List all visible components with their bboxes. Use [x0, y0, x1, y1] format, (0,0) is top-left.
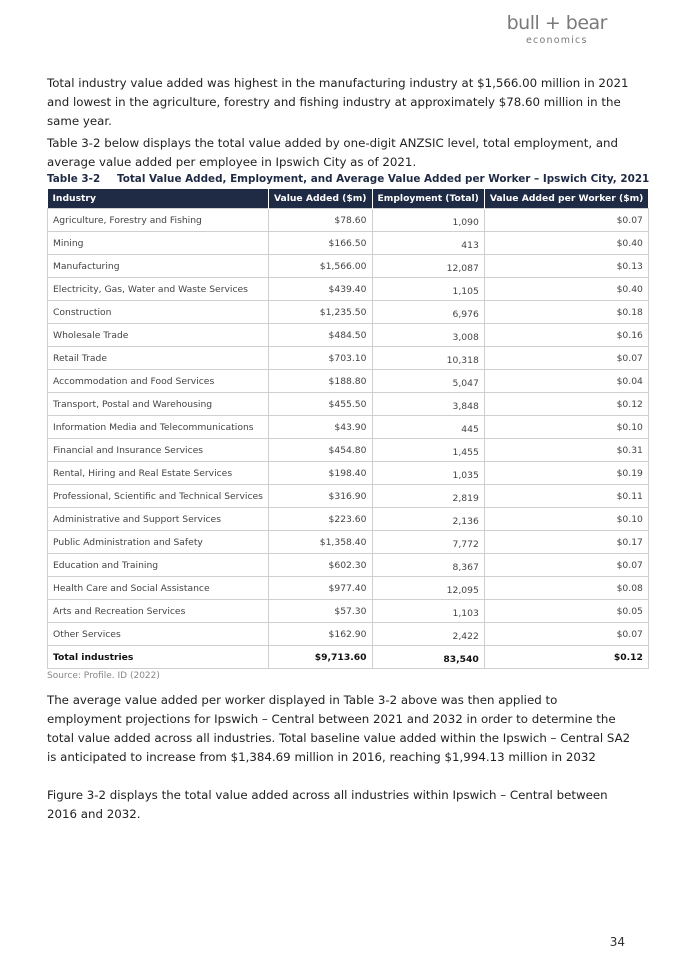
employment-cell: 413 — [372, 232, 484, 255]
industry-cell: Health Care and Social Assistance — [48, 577, 269, 600]
value-added-cell: $198.40 — [268, 462, 372, 485]
value-added-cell: $166.50 — [268, 232, 372, 255]
value-per-worker-cell: $0.07 — [484, 623, 648, 646]
employment-cell: 2,819 — [372, 485, 484, 508]
industry-cell: Retail Trade — [48, 347, 269, 370]
table-row — [48, 623, 649, 646]
value-per-worker-cell: $0.17 — [484, 531, 648, 554]
table-caption — [47, 172, 650, 187]
employment-cell: 10,318 — [372, 347, 484, 370]
table-header-row — [48, 189, 649, 209]
table-row — [48, 393, 649, 416]
table-row — [48, 462, 649, 485]
value-per-worker-cell: $0.18 — [484, 301, 648, 324]
table-total-row — [48, 646, 649, 669]
industry-cell: Rental, Hiring and Real Estate Services — [48, 462, 269, 485]
page-number: 34 — [609, 935, 625, 949]
employment-cell: 3,848 — [372, 393, 484, 416]
table-row — [48, 485, 649, 508]
value-added-cell: $316.90 — [268, 485, 372, 508]
value-per-worker-cell: $0.10 — [484, 508, 648, 531]
value-added-cell: $455.50 — [268, 393, 372, 416]
value-per-worker-cell: $0.13 — [484, 255, 648, 278]
table-title: Total Value Added, Employment, and Average Value Added per Worker – Ipswich City, 2021 — [117, 173, 650, 185]
industry-cell: Electricity, Gas, Water and Waste Services — [48, 278, 269, 301]
header-value-added: Value Added ($m) — [268, 189, 372, 209]
value-per-worker-cell: $0.07 — [484, 347, 648, 370]
industry-cell: Construction — [48, 301, 269, 324]
total-value-per-worker: $0.12 — [484, 646, 648, 669]
value-added-cell: $78.60 — [268, 209, 372, 232]
value-added-table — [47, 189, 649, 669]
industry-cell: Information Media and Telecommunications — [48, 416, 269, 439]
table-row — [48, 600, 649, 623]
employment-cell: 1,455 — [372, 439, 484, 462]
table-row — [48, 508, 649, 531]
value-added-cell: $223.60 — [268, 508, 372, 531]
logo-wordmark: bull + bear — [506, 12, 607, 34]
industry-cell: Education and Training — [48, 554, 269, 577]
value-per-worker-cell: $0.11 — [484, 485, 648, 508]
employment-cell: 7,772 — [372, 531, 484, 554]
employment-cell: 5,047 — [372, 370, 484, 393]
value-per-worker-cell: $0.08 — [484, 577, 648, 600]
value-added-cell: $1,358.40 — [268, 531, 372, 554]
header-value-per-worker: Value Added per Worker ($m) — [484, 189, 648, 209]
table-body — [48, 209, 649, 669]
value-per-worker-cell: $0.19 — [484, 462, 648, 485]
value-added-cell: $977.40 — [268, 577, 372, 600]
industry-cell: Financial and Insurance Services — [48, 439, 269, 462]
value-per-worker-cell: $0.07 — [484, 209, 648, 232]
page-content — [47, 74, 650, 824]
value-added-cell: $188.80 — [268, 370, 372, 393]
table-row — [48, 577, 649, 600]
employment-cell: 2,136 — [372, 508, 484, 531]
value-added-cell: $1,566.00 — [268, 255, 372, 278]
industry-cell: Arts and Recreation Services — [48, 600, 269, 623]
paragraph-value-added-summary: Total industry value added was highest in the manufacturing industry at $1,566.00 million in 2021 and lowest in the agriculture, forestry and fishing industry at approximately $78.60 million in the same year. — [47, 76, 629, 128]
industry-cell: Transport, Postal and Warehousing — [48, 393, 269, 416]
table-row — [48, 370, 649, 393]
employment-cell: 6,976 — [372, 301, 484, 324]
table-row — [48, 324, 649, 347]
table-row — [48, 439, 649, 462]
table-row — [48, 209, 649, 232]
paragraph-projection: The average value added per worker displayed in Table 3-2 above was then applied to employment projections for Ipswich – Central between 2021 and 2032 in order to determine the total value added across all industries. Total baseline value added within the Ipswich – Central SA2 is anticipated to increase from $1,384.69 million in 2016, reaching $1,994.13 million in 2032 — [47, 693, 631, 764]
value-per-worker-cell: $0.05 — [484, 600, 648, 623]
table-row — [48, 255, 649, 278]
table-row — [48, 301, 649, 324]
total-value-added: $9,713.60 — [268, 646, 372, 669]
employment-cell: 3,008 — [372, 324, 484, 347]
bull-bear-logo — [507, 12, 607, 46]
total-employment: 83,540 — [372, 646, 484, 669]
industry-cell: Accommodation and Food Services — [48, 370, 269, 393]
value-per-worker-cell: $0.40 — [484, 278, 648, 301]
employment-cell: 1,035 — [372, 462, 484, 485]
value-per-worker-cell: $0.04 — [484, 370, 648, 393]
paragraph-figure-intro: Figure 3-2 displays the total value added across all industries within Ipswich – Central between 2016 and 2032. — [47, 788, 608, 821]
employment-cell: 1,090 — [372, 209, 484, 232]
total-label: Total industries — [48, 646, 269, 669]
table-row — [48, 347, 649, 370]
paragraph-table-intro: Table 3-2 below displays the total value added by one-digit ANZSIC level, total employment, and average value added per employee in Ipswich City as of 2021. — [47, 136, 619, 169]
value-added-cell: $454.80 — [268, 439, 372, 462]
header-employment: Employment (Total) — [372, 189, 484, 209]
industry-cell: Wholesale Trade — [48, 324, 269, 347]
value-per-worker-cell: $0.10 — [484, 416, 648, 439]
table-source: Source: Profile. ID (2022) — [47, 671, 160, 681]
industry-cell: Public Administration and Safety — [48, 531, 269, 554]
value-added-cell: $602.30 — [268, 554, 372, 577]
employment-cell: 1,103 — [372, 600, 484, 623]
employment-cell: 8,367 — [372, 554, 484, 577]
logo-subtitle: economics — [526, 35, 588, 46]
header-industry: Industry — [48, 189, 269, 209]
value-per-worker-cell: $0.40 — [484, 232, 648, 255]
industry-cell: Professional, Scientific and Technical Services — [48, 485, 269, 508]
employment-cell: 1,105 — [372, 278, 484, 301]
value-added-cell: $703.10 — [268, 347, 372, 370]
value-added-cell: $439.40 — [268, 278, 372, 301]
employment-cell: 12,087 — [372, 255, 484, 278]
employment-cell: 445 — [372, 416, 484, 439]
value-added-cell: $162.90 — [268, 623, 372, 646]
value-added-cell: $484.50 — [268, 324, 372, 347]
table-number: Table 3-2 — [47, 173, 101, 185]
value-added-cell: $43.90 — [268, 416, 372, 439]
industry-cell: Manufacturing — [48, 255, 269, 278]
value-added-cell: $57.30 — [268, 600, 372, 623]
value-per-worker-cell: $0.12 — [484, 393, 648, 416]
table-row — [48, 531, 649, 554]
table-row — [48, 232, 649, 255]
value-added-cell: $1,235.50 — [268, 301, 372, 324]
industry-cell: Mining — [48, 232, 269, 255]
value-per-worker-cell: $0.16 — [484, 324, 648, 347]
table-row — [48, 416, 649, 439]
industry-cell: Other Services — [48, 623, 269, 646]
employment-cell: 12,095 — [372, 577, 484, 600]
industry-cell: Administrative and Support Services — [48, 508, 269, 531]
table-row — [48, 554, 649, 577]
employment-cell: 2,422 — [372, 623, 484, 646]
industry-cell: Agriculture, Forestry and Fishing — [48, 209, 269, 232]
table-row — [48, 278, 649, 301]
value-per-worker-cell: $0.07 — [484, 554, 648, 577]
value-per-worker-cell: $0.31 — [484, 439, 648, 462]
